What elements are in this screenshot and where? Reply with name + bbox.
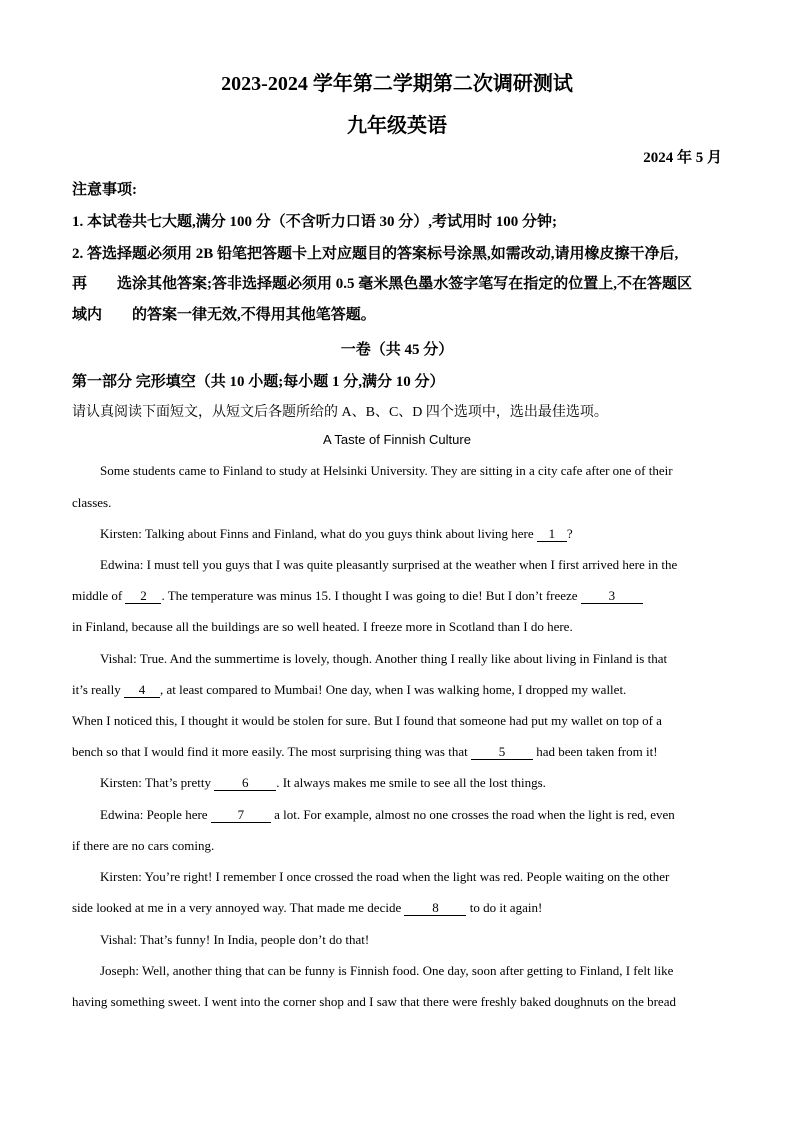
passage-line: Vishal: True. And the summertime is lovely, though. Another thing I really like about living in Finland is that xyxy=(100,651,668,666)
passage-line: Vishal: That’s funny! In India, people don’t do that! xyxy=(100,932,370,947)
volume-heading: 一卷（共 45 分） xyxy=(340,342,454,358)
passage-line: Edwina: I must tell you guys that I was quite pleasantly surprised at the weather when I first arrived here in the xyxy=(100,557,678,572)
page-subtitle: 九年级英语 xyxy=(347,115,447,137)
exam-date: 2024 年 5 月 xyxy=(643,150,722,166)
notice-item-2-line-3 xyxy=(72,305,376,325)
blank-8[interactable]: 8 xyxy=(404,901,466,916)
part1-heading: 第一部分 完形填空（共 10 小题;每小题 1 分,满分 10 分） xyxy=(72,374,445,390)
blank-5[interactable]: 5 xyxy=(471,745,533,760)
passage-line: Kirsten: You’re right! I remember I once crossed the road when the light was red. People waiting on the other xyxy=(100,869,670,884)
notice-heading: 注意事项: xyxy=(72,182,137,198)
blank-1[interactable]: 1 xyxy=(537,527,567,542)
passage-line: it’s really 4 , at least compared to Mumbai! One day, when I was walking home, I dropped my wallet. xyxy=(72,682,627,697)
passage-line: bench so that I would find it more easily. The most surprising thing was that 5 had been taken from it! xyxy=(72,744,658,759)
passage-line: Edwina: People here 7 a lot. For example, almost no one crosses the road when the light is red, even xyxy=(100,807,675,822)
passage-title: A Taste of Finnish Culture xyxy=(323,432,471,447)
passage-line: if there are no cars coming. xyxy=(72,838,215,853)
passage-line: side looked at me in a very annoyed way. That made me decide 8 to do it again! xyxy=(72,900,543,915)
passage-line: middle of 2 . The temperature was minus 15. I thought I was going to die! But I don’t freeze 3 xyxy=(72,587,722,605)
passage-line: Some students came to Finland to study at Helsinki University. They are sitting in a city cafe after one of their xyxy=(100,463,673,478)
part1-instruction: 请认真阅读下面短文，从短文后各题所给的 A、B、C、D 四个选项中，选出最佳选项。 xyxy=(72,405,608,420)
notice-item-2-line-3-rest: 的答案一律无效,不得用其他笔答题。 xyxy=(132,307,376,323)
page-title: 2023-2024 学年第二学期第二次调研测试 xyxy=(221,73,573,95)
blank-6[interactable]: 6 xyxy=(214,776,276,791)
notice-item-2-line-3-start: 域内 xyxy=(72,307,103,323)
notice-item-2-line-2 xyxy=(72,274,692,294)
blank-3[interactable]: 3 xyxy=(581,589,643,604)
passage-line: classes. xyxy=(72,495,112,510)
passage-line: having something sweet. I went into the corner shop and I saw that there were freshly baked doughnuts on the bread xyxy=(72,994,676,1009)
passage-line: Kirsten: Talking about Finns and Finland, what do you guys think about living here 1 ? xyxy=(100,526,573,541)
passage-line: When I noticed this, I thought it would be stolen for sure. But I found that someone had put my wallet on top of a xyxy=(72,713,662,728)
passage-line: Joseph: Well, another thing that can be funny is Finnish food. One day, soon after getting to Finland, I felt like xyxy=(100,963,674,978)
blank-4[interactable]: 4 xyxy=(124,683,160,698)
notice-item-1: 1. 本试卷共七大题,满分 100 分（不含听力口语 30 分）,考试用时 100 分钟; xyxy=(72,214,557,230)
notice-item-2-line-2-rest: 选涂其他答案;答非选择题必须用 0.5 毫米黑色墨水签字笔写在指定的位置上,不在答题区 xyxy=(117,276,693,292)
notice-item-2-line-2-start: 再 xyxy=(72,276,88,292)
notice-item-2-line-1: 2. 答选择题必须用 2B 铅笔把答题卡上对应题目的答案标号涂黑,如需改动,请用橡皮擦干净后, xyxy=(72,246,679,262)
passage-line: Kirsten: That’s pretty 6 . It always makes me smile to see all the lost things. xyxy=(100,775,546,790)
blank-2[interactable]: 2 xyxy=(125,589,161,604)
blank-7[interactable]: 7 xyxy=(211,808,271,823)
passage-line: in Finland, because all the buildings are so well heated. I freeze more in Scotland than I do here. xyxy=(72,619,573,634)
